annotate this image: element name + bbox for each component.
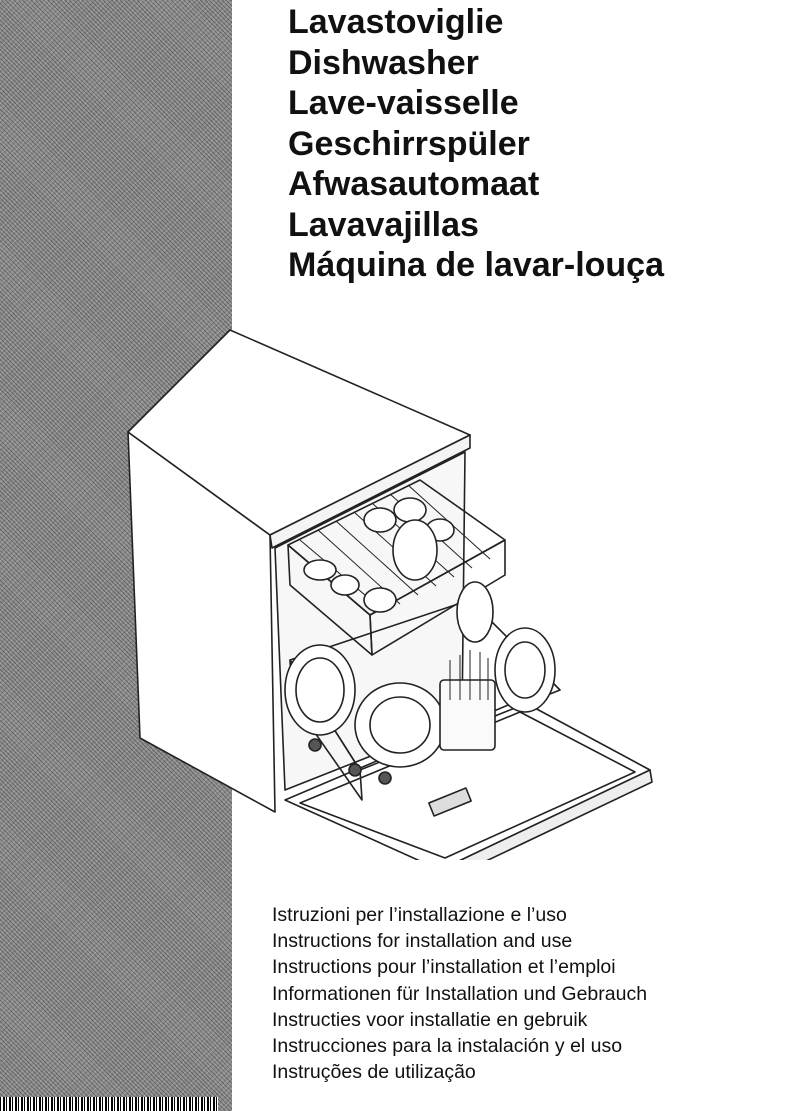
barcode bbox=[0, 1097, 218, 1111]
product-title-list bbox=[288, 2, 664, 286]
title-italian: Lavastoviglie bbox=[288, 3, 504, 41]
title-spanish: Lavavajillas bbox=[288, 205, 479, 244]
instructions-german: Informationen für Installation und Gebrauch bbox=[272, 982, 648, 1005]
instructions-portuguese: Instruções de utilização bbox=[272, 1061, 476, 1084]
title-french: Lave-vaisselle bbox=[288, 84, 519, 122]
instructions-spanish: Instrucciones para la instalación y el uso bbox=[272, 1035, 623, 1058]
instructions-french: Instructions pour l’installation et l’emploi bbox=[272, 956, 616, 979]
instructions-dutch: Instructies voor installatie en gebruik bbox=[272, 1008, 588, 1031]
instructions-list bbox=[272, 902, 647, 1085]
title-portuguese: Máquina de lavar-louça bbox=[288, 246, 664, 284]
dishwasher-illustration bbox=[110, 320, 670, 860]
title-german: Geschirrspüler bbox=[288, 124, 530, 163]
title-english: Dishwasher bbox=[288, 43, 479, 82]
instructions-english: Instructions for installation and use bbox=[272, 930, 573, 953]
title-dutch: Afwasautomaat bbox=[288, 165, 540, 203]
instructions-italian: Istruzioni per l’installazione e l’uso bbox=[272, 904, 567, 926]
